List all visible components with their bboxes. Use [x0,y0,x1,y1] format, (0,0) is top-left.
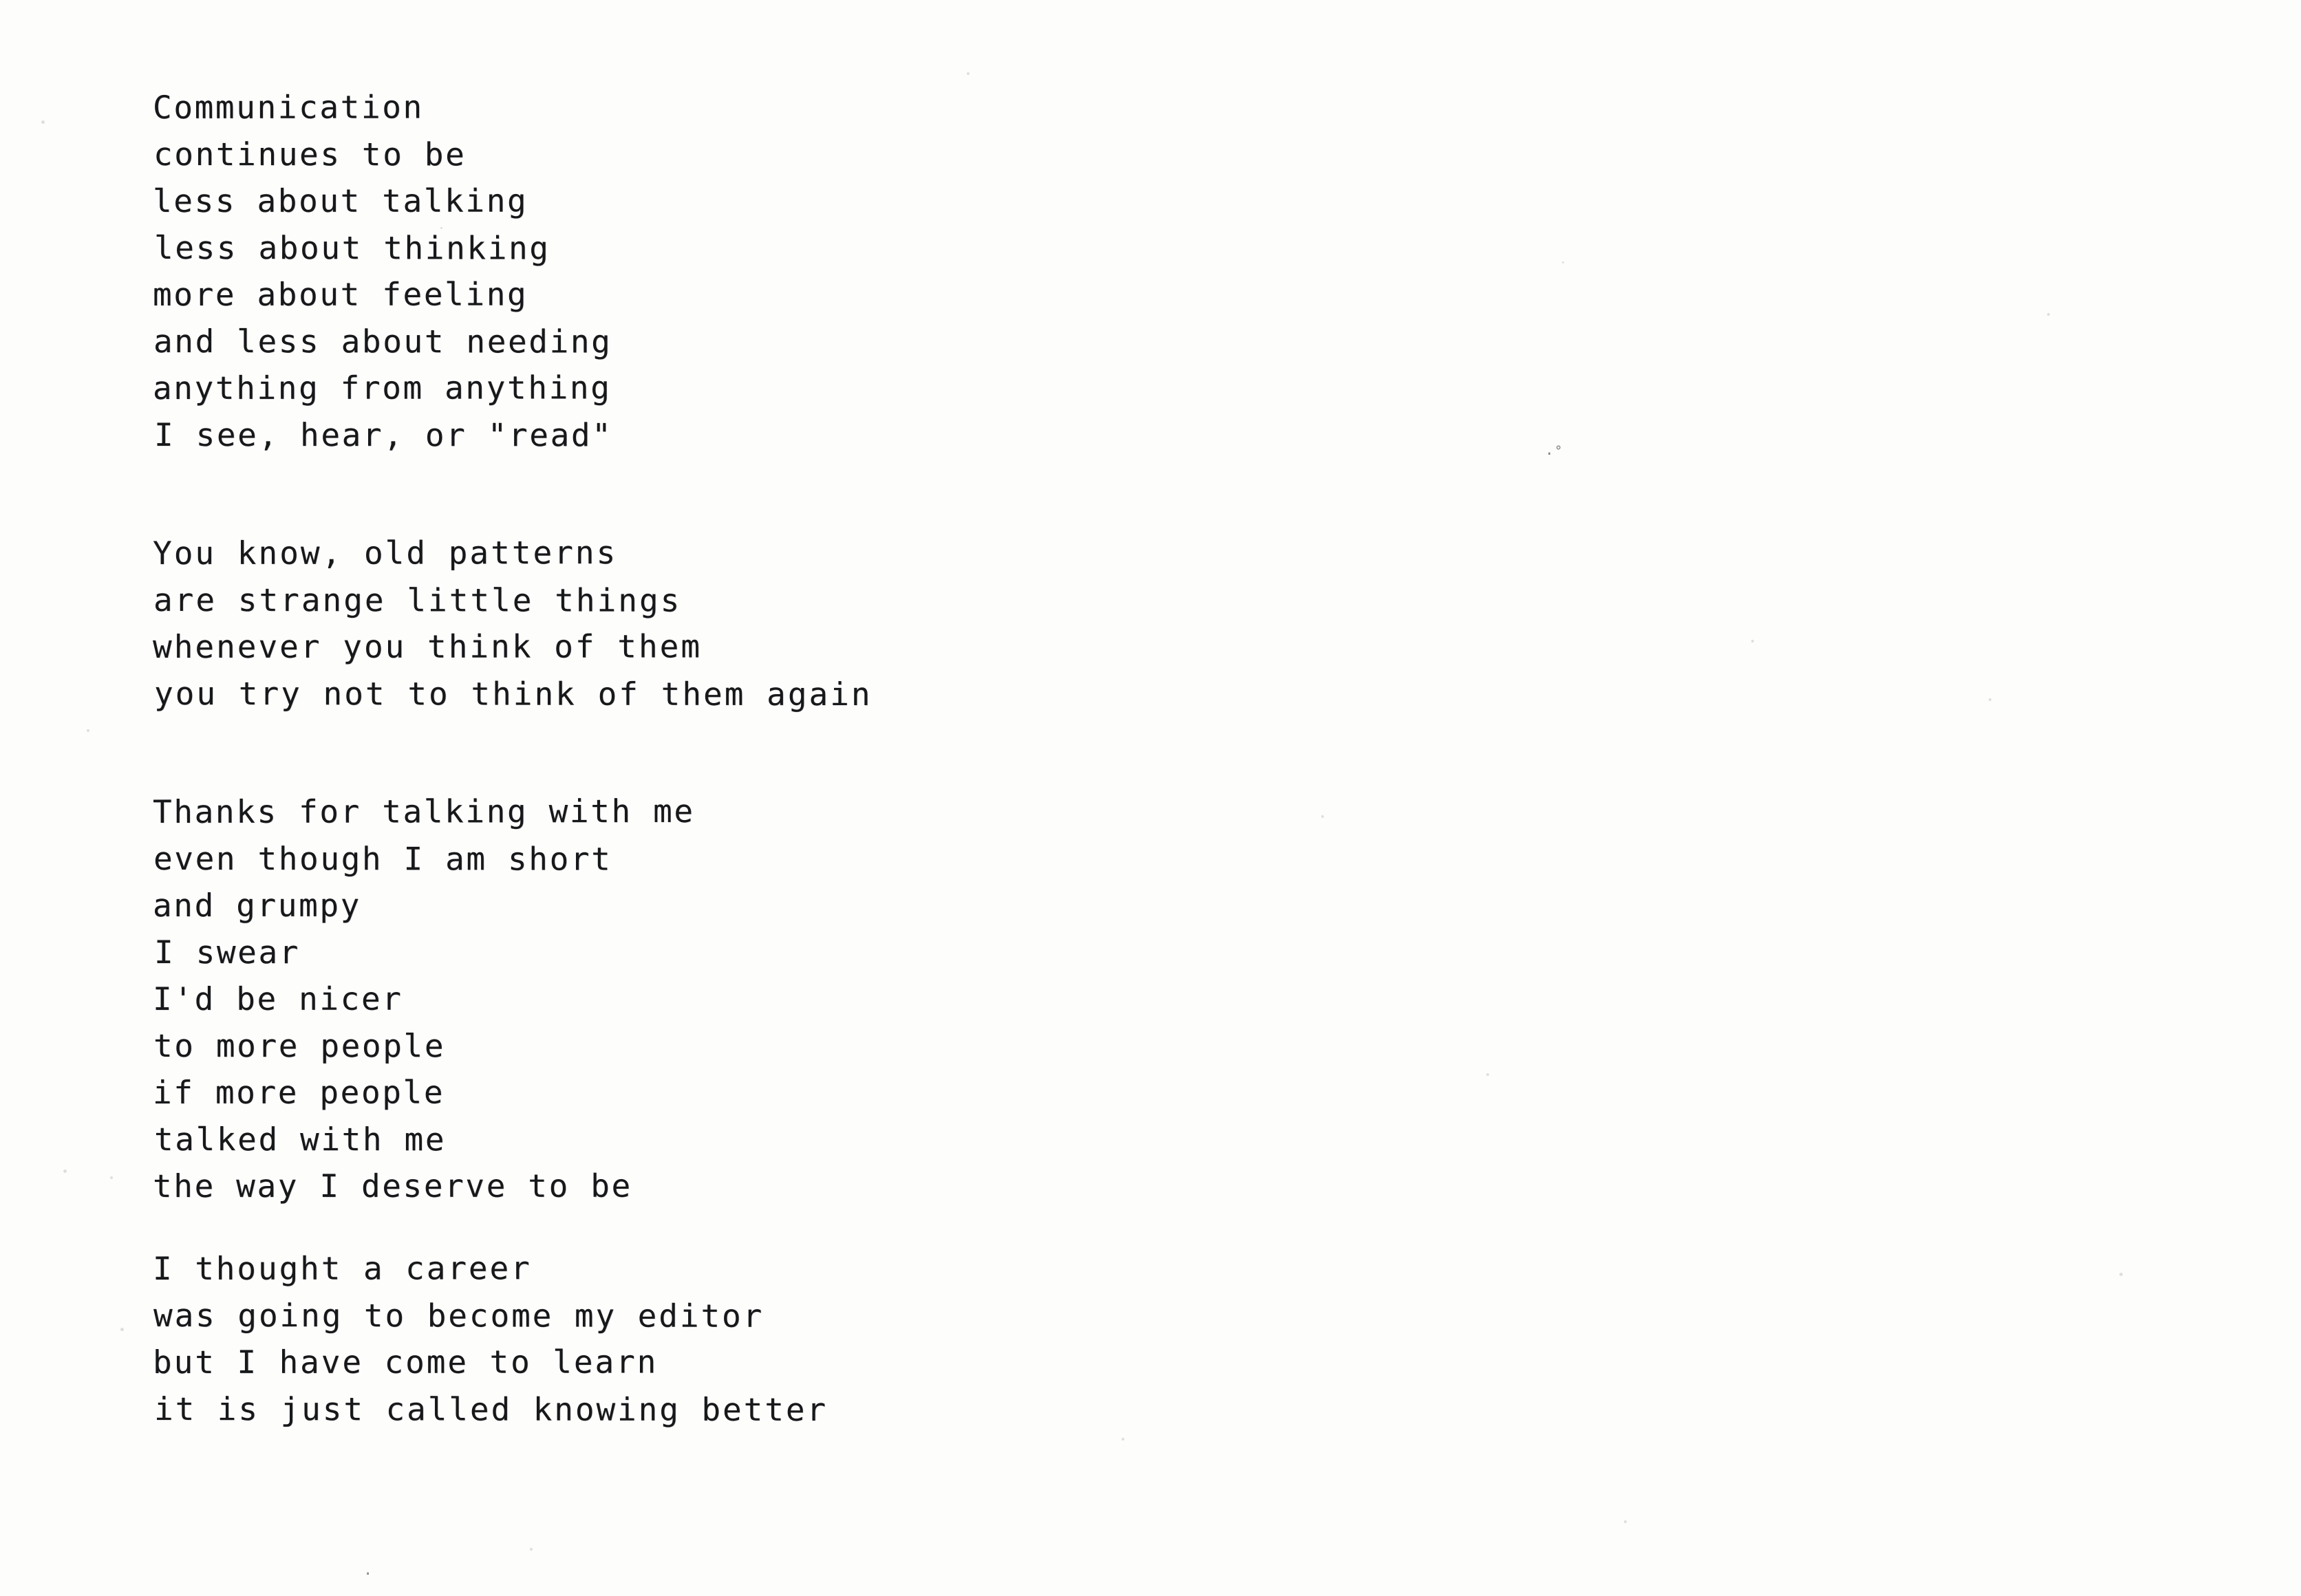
poem-line: if more people [152,1073,445,1111]
stray-ink-mark: ·˚ [1545,446,1563,463]
poem-line: I'd be nicer [152,980,403,1017]
poem-line: even though I am short [153,840,612,878]
poem-line: less about talking [152,182,528,219]
poem-line: was going to become my editor [153,1297,764,1335]
poem-line: and grumpy [152,886,361,924]
poem-body [153,84,1942,1432]
poem-line: and less about needing [153,323,612,360]
stanza-thanks-for-talking [153,788,1942,1209]
stray-ink-mark: · [363,1566,373,1583]
poem-line: I see, hear, or "read" [153,416,613,454]
stanza-career [153,1245,1942,1432]
poem-line: continues to be [153,136,467,173]
poem-line: more about feeling [152,275,528,313]
stanza-old-patterns [153,530,1942,717]
poem-line: it is just called knowing better [153,1390,828,1429]
poem-line: whenever you think of them [152,627,703,665]
poem-line: Thanks for talking with me [152,792,695,830]
poem-line: anything from anything [152,369,612,407]
poem-line: less about thinking [153,229,550,267]
poem-line: but I have come to learn [152,1343,659,1381]
poem-line: you try not to think of them again [153,675,873,713]
poem-line: the way I deserve to be [152,1167,632,1205]
poem-line: I thought a career [152,1249,532,1287]
poem-line: talked with me [153,1121,447,1158]
poem-line: are strange little things [153,581,682,619]
stanza-communication [153,84,1942,458]
poem-line: to more people [153,1027,446,1065]
poem-line: Communication [152,88,424,126]
poem-line: I swear [153,934,301,971]
poem-line: You know, old patterns [152,534,618,572]
